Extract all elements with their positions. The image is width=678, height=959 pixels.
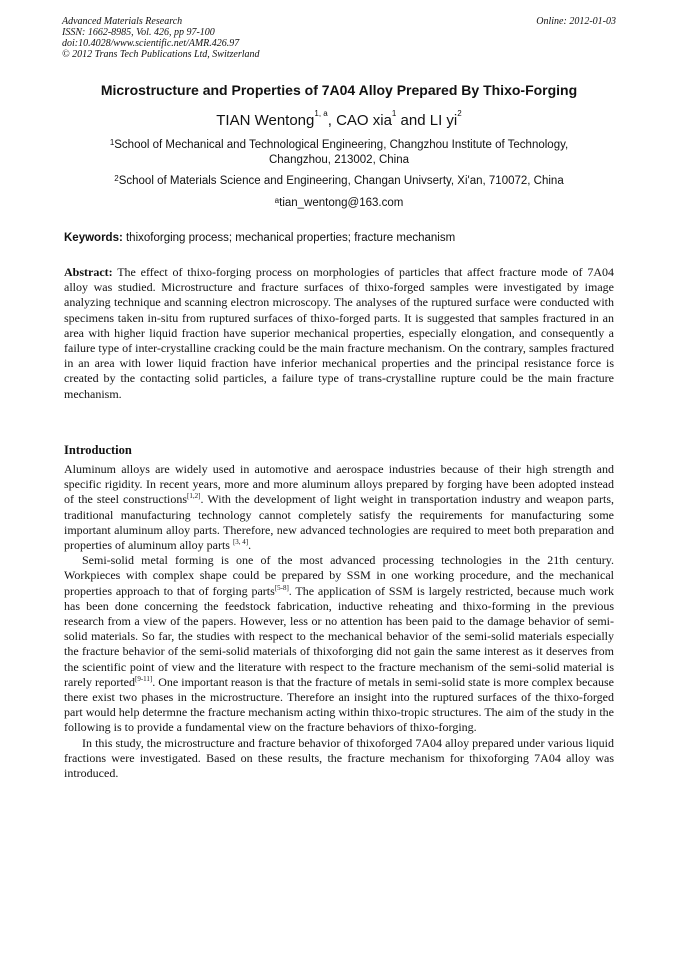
author-2-sup: 1	[391, 109, 397, 118]
abstract-text: The effect of thixo-forging process on morphologies of particles that affect fracture mode of 7A04 alloy was studied. Microstructure and fracture surfaces of thixo-forged samples were investigated by image analyzing technique and scanning electron microscopy. The analyses of the ruptured surface were conducted with specimens taken in-situ from ruptured surfaces of thixo-forged parts. It is suggested that samples fractured in an area with higher liquid fraction have superior mechanical properties, especially elongation, and consequently a failure type of inter-crystalline cracking could be the main fracture mechanism. On the contrary, samples fractured in an area with lower liquid fraction have inferior mechanical properties and the principal resistance force is created by the contacting solid particles, a failure type of trans-crystalline rupture could be the main fracture mechanism.	[64, 265, 614, 401]
abstract	[64, 265, 614, 402]
email-text: tian_wentong@163.com	[279, 197, 404, 209]
intro-p2-text-c: . One important reason is that the fracture of metals in semi-solid state is more complex because there exist two phases in the microstructure. Therefore an insight into the ruptured surfaces of the thixo-forged part would help determne the fracture mechanism acting within thixo-tropic structures. The aim of the study in the following is to provide a fundamental view on the fracture behaviors of thixo-forging.	[64, 674, 614, 735]
author-email	[80, 196, 598, 211]
doi-line: doi:10.4028/www.scientific.net/AMR.426.97	[62, 38, 240, 49]
citation-ref: [3, 4]	[232, 538, 249, 547]
intro-p1-text-c: .	[248, 538, 252, 553]
intro-p2-text-b: . The application of SSM is largely restricted, because much work has been done concerning the feedstock fabrication, inductive reheating and thixo-forming in the previous research from a view of the papers. However, less or no attention has been paid to the damage behavior of semi-solid materials. So far, the studies with respect to the mechanical behavior of the semi-solid materials especially the fracture behavior of the semi-solid materials of thixoforging did not gain the same interest as it deserves from the scientific point of view and the literature with respect to the fracture mechanism of the semi-solid material is rarely reported	[64, 583, 615, 689]
copyright-line: © 2012 Trans Tech Publications Ltd, Switzerland	[62, 49, 260, 60]
intro-paragraph-1	[64, 462, 614, 553]
affiliation-1-line-2: Changzhou, 213002, China	[268, 154, 410, 166]
online-date: Online: 2012-01-03	[536, 16, 616, 27]
intro-p2-text-a: Semi-solid metal forming is one of the most advanced processing technologies in the 21th century. Workpieces with complex shape could be prepared by SSM in one working procedure, and the mechanical properties approach to that of forging parts	[64, 553, 614, 598]
author-sep-2: and	[396, 112, 430, 129]
intro-paragraph-2	[64, 553, 614, 735]
affiliation-2-sup: 2	[114, 174, 119, 183]
abstract-label: Abstract:	[64, 265, 113, 279]
intro-p1-text-a: Aluminum alloys are widely used in automotive and aerospace industries because of their high strength and specific rigidity. In recent years, more and more aluminum alloys prepared by forging have been adopted instead of the steel constructions	[64, 462, 614, 507]
paper-title: Microstructure and Properties of 7A04 Alloy Prepared By Thixo-Forging	[100, 82, 578, 98]
citation-ref: [5-8]	[274, 583, 289, 592]
author-3-sup: 2	[457, 109, 462, 118]
citation-ref: [9-11]	[134, 674, 153, 683]
intro-paragraph-3: In this study, the microstructure and fracture behavior of thixoforged 7A04 alloy prepared under various liquid fractions were investigated. Based on these results, the fracture mechanism for thixoforging 7A04 alloy was introduced.	[64, 735, 614, 781]
introduction-heading: Introduction	[64, 443, 132, 457]
affiliation-1-sup: 1	[109, 138, 115, 147]
affiliation-2-text: School of Materials Science and Engineering, Changan Univserty, Xi'an, 710072, China	[118, 175, 564, 187]
keywords-text: thixoforging process; mechanical properties; fracture mechanism	[122, 232, 456, 244]
intro-p1-text-b: . With the development of light weight in transportation industry and weapon parts, traditional manufacturing technology cannot completely satisfy the requirements for manufacturing some important aluminum alloy parts. Therefore, new advanced technologies are required to meet both preparation and properties of aluminum alloy parts	[64, 492, 614, 553]
author-1-sup: 1, a	[314, 109, 328, 118]
journal-name: Advanced Materials Research	[62, 16, 183, 27]
affiliation-2	[80, 174, 598, 189]
author-1: TIAN Wentong	[216, 112, 315, 129]
author-2: CAO xia	[336, 112, 392, 129]
journal-header	[62, 16, 616, 60]
keywords	[64, 232, 624, 244]
author-3: LI yi	[429, 112, 458, 129]
affiliation-1-line-1: School of Mechanical and Technological Engineering, Changzhou Institute of Technology,	[114, 139, 569, 151]
introduction-body	[64, 462, 614, 781]
author-line	[30, 109, 648, 129]
author-sep-1: ,	[327, 112, 337, 129]
email-sup: a	[274, 196, 280, 205]
issn-line: ISSN: 1662-8985, Vol. 426, pp 97-100	[62, 27, 215, 38]
keywords-label: Keywords:	[64, 232, 123, 244]
affiliation-1	[80, 138, 598, 168]
citation-ref: [1,2]	[187, 492, 201, 501]
